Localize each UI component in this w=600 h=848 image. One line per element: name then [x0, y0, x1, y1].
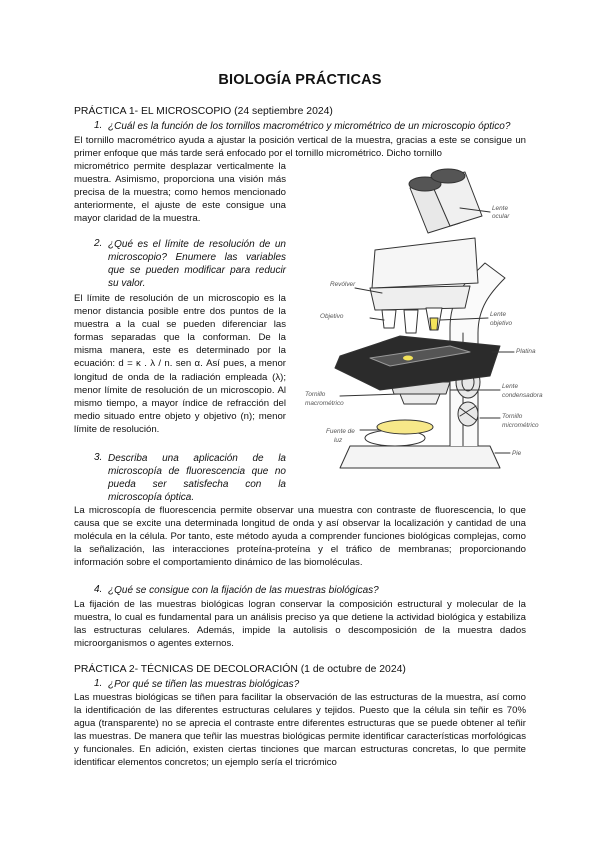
label-lente-condensadora: Lente [502, 383, 518, 390]
p2-q1-question: ¿Por qué se tiñen las muestras biológicas? [108, 679, 300, 690]
label-platina: Platina [516, 348, 536, 355]
q3-answer: La microscopía de fluorescencia permite observar una muestra con contraste de fluorescencia, lo que causa que se excite una determinada longitud de onda y así observar la localización y cantidad de una molécula en la célula. Por tanto, este método ayuda a comprender funciones biológicas complejas, como la señalización, las interacciones proteína-proteína y el tráfico de membranas; proporcionando información sobre el comportamiento dinámico de las biomoléculas. [74, 505, 526, 569]
label-pie: Pie [512, 450, 522, 457]
label-tornillo-micro: Tornillo [502, 413, 523, 420]
q2-question: ¿Qué es el límite de resolución de un microscopio? Enumere las variables que se pueden modificar para reducir su valor. [108, 239, 286, 289]
document-title: BIOLOGÍA PRÁCTICAS [218, 72, 382, 88]
q1-answer-narrow: micrométrico permite desplazar verticalmente la muestra. Asimismo, proporciona una visión más precisa de la muestra; como hemos mencionado anteriormente, el ajuste de este consigue una mayor claridad de la muestra. [74, 161, 286, 225]
label-tornillo-macro-2: macrométrico [305, 400, 344, 407]
practica1-heading: PRÁCTICA 1- EL MICROSCOPIO (24 septiembre 2024) [74, 106, 333, 117]
label-tornillo-micro-2: micrométrico [502, 422, 539, 429]
label-fuente-luz: Fuente de [326, 428, 355, 435]
label-tornillo-macro: Tornillo [305, 391, 326, 398]
p2-q1-answer: Las muestras biológicas se tiñen para facilitar la observación de las estructuras de la muestra, así como la identificación de las diferentes estructuras celulares y tejidos. Puesto que la célula sin teñir es 70% agua (transparente) no se aprecia el contraste entre diferentes estructuras que se puede obtener al teñir las muestras. De manera que teñir las muestras biológicas permite identificar características morfológicas y funcionales. En adición, existen ciertas tinciones que marcan estructuras concretas, lo que permite identificar elementos concretos; un ejemplo sería el tricrómico [74, 692, 526, 769]
label-objetivo: Objetivo [320, 313, 344, 320]
label-lente-condensadora-2: condensadora [502, 392, 543, 399]
label-lente-ocular: Lente [492, 205, 508, 212]
q4-answer: La fijación de las muestras biológicas logran conservar la composición estructural y molecular de la muestra, lo cual es fundamental para un análisis preciso ya que detiene la actividad biológica y estabiliza las estructuras celulares. Además, impide la autolisis o descomposición de la muestra dados microorganismos o agentes externos. [74, 599, 526, 650]
q3-question: Describa una aplicación de la microscopía de fluorescencia que no pueda ser satisfecha con la microscopía óptica. [108, 453, 286, 503]
label-fuente-luz-2: luz [334, 437, 343, 444]
q1-number: 1. [94, 120, 103, 131]
label-lente-objetivo: Lente [490, 311, 506, 318]
q4-number: 4. [94, 584, 103, 595]
q2-number: 2. [94, 238, 103, 249]
q4-question: ¿Qué se consigue con la fijación de las muestras biológicas? [108, 585, 379, 596]
label-lente-objetivo-2: objetivo [490, 320, 513, 327]
q1-answer-full: El tornillo macrométrico ayuda a ajustar la posición vertical de la muestra, gracias a este se consigue un primer enfoque que más tarde será enfocado por el tornillo micrométrico. Dicho tornillo [74, 135, 526, 160]
q3-number: 3. [94, 452, 103, 463]
label-lente-ocular-2: ocular [492, 213, 510, 220]
q2-answer: El límite de resolución de un microscopio es la menor distancia posible entre dos puntos de la muestra a la cual se pueden diferenciar las formas separadas que la conforman. De la misma manera, este es determinado por la ecuación: d = κ . λ / n. sen α. Así pues, a menor longitud de onda de la radiación empleada (λ); menor límite de resolución de un microscopio. Al mismo tiempo, a mayor índice de refracción del medio situado entre objeto y objetivo (n); menor límite de resolución. [74, 293, 286, 435]
q1-question: ¿Cuál es la función de los tornillos macrométrico y micrométrico de un microscopio óptico? [108, 121, 511, 132]
label-revolver: Revólver [330, 281, 356, 288]
practica2-heading: PRÁCTICA 2- TÉCNICAS DE DECOLORACIÓN (1 de octubre de 2024) [74, 664, 406, 675]
microscope-illustration [300, 168, 548, 490]
p2-q1-number: 1. [94, 678, 103, 689]
